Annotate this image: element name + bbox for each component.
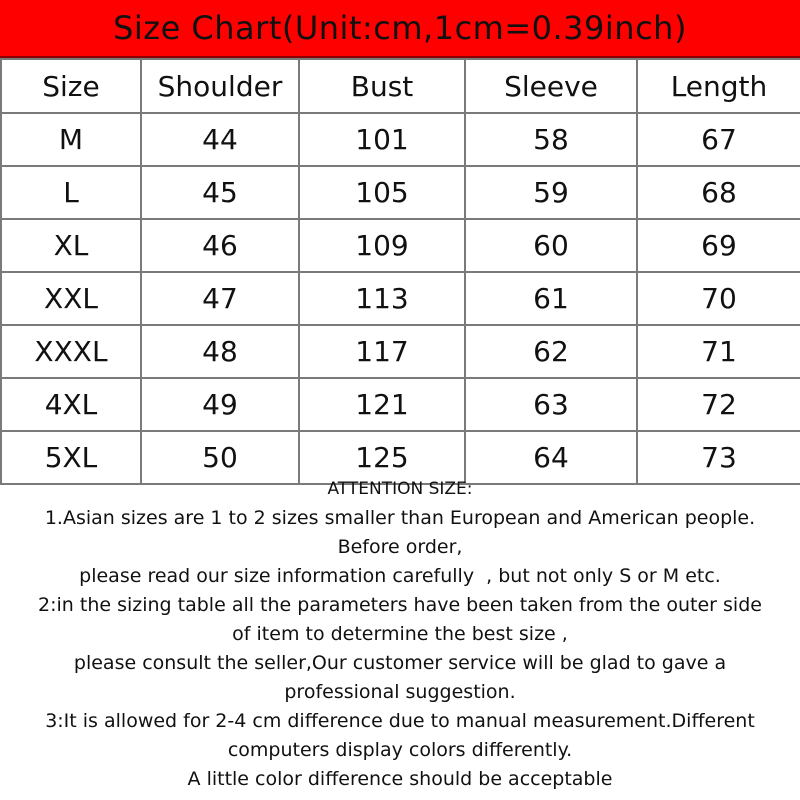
cell-length: 71	[637, 325, 800, 378]
cell-sleeve: 60	[465, 219, 637, 272]
cell-shoulder: 46	[141, 219, 299, 272]
table-row	[1, 113, 800, 166]
cell-shoulder: 44	[141, 113, 299, 166]
notes-line: please consult the seller,Our customer service will be glad to gave a	[73, 652, 727, 674]
notes-line: please read our size information carefully , but not only S or M etc.	[79, 565, 721, 587]
header-shoulder: Shoulder	[141, 59, 299, 113]
table-row	[1, 272, 800, 325]
cell-size: 4XL	[1, 378, 141, 431]
table-row	[1, 166, 800, 219]
size-table	[0, 58, 800, 485]
table-row	[1, 219, 800, 272]
cell-shoulder: 47	[141, 272, 299, 325]
cell-sleeve: 58	[465, 113, 637, 166]
cell-bust: 117	[299, 325, 465, 378]
cell-size: 5XL	[1, 431, 141, 484]
notes-line: of item to determine the best size ,	[232, 623, 568, 645]
cell-sleeve: 63	[465, 378, 637, 431]
notes-heading: ATTENTION SIZE:	[327, 479, 473, 499]
attention-notes	[0, 475, 800, 794]
cell-shoulder: 48	[141, 325, 299, 378]
notes-line: professional suggestion.	[284, 681, 516, 703]
header-bust: Bust	[299, 59, 465, 113]
notes-line: computers display colors differently.	[227, 739, 573, 761]
table-row	[1, 325, 800, 378]
cell-shoulder: 49	[141, 378, 299, 431]
notes-line: 1.Asian sizes are 1 to 2 sizes smaller than European and American people.	[44, 507, 756, 529]
cell-length: 72	[637, 378, 800, 431]
cell-bust: 121	[299, 378, 465, 431]
title-banner	[0, 0, 800, 58]
cell-size: XXXL	[1, 325, 141, 378]
header-size: Size	[1, 59, 141, 113]
cell-length: 67	[637, 113, 800, 166]
cell-bust: 109	[299, 219, 465, 272]
cell-size: L	[1, 166, 141, 219]
cell-size: XXL	[1, 272, 141, 325]
cell-bust: 101	[299, 113, 465, 166]
notes-line: 3:It is allowed for 2-4 cm difference due to manual measurement.Different	[45, 710, 755, 732]
cell-size: XL	[1, 219, 141, 272]
cell-bust: 113	[299, 272, 465, 325]
cell-sleeve: 61	[465, 272, 637, 325]
table-row	[1, 378, 800, 431]
cell-length: 73	[637, 431, 800, 484]
notes-line: 2:in the sizing table all the parameters have been taken from the outer side	[38, 594, 762, 616]
cell-size: M	[1, 113, 141, 166]
cell-length: 68	[637, 166, 800, 219]
cell-sleeve: 64	[465, 431, 637, 484]
page-title: Size Chart(Unit:cm,1cm=0.39inch)	[113, 9, 687, 47]
header-sleeve: Sleeve	[465, 59, 637, 113]
cell-bust: 125	[299, 431, 465, 484]
cell-sleeve: 62	[465, 325, 637, 378]
cell-sleeve: 59	[465, 166, 637, 219]
notes-line: Before order,	[337, 536, 463, 558]
header-length: Length	[637, 59, 800, 113]
table-header-row	[1, 59, 800, 113]
notes-line: A little color difference should be acceptable	[187, 768, 613, 790]
cell-length: 69	[637, 219, 800, 272]
cell-shoulder: 50	[141, 431, 299, 484]
cell-length: 70	[637, 272, 800, 325]
cell-shoulder: 45	[141, 166, 299, 219]
cell-bust: 105	[299, 166, 465, 219]
